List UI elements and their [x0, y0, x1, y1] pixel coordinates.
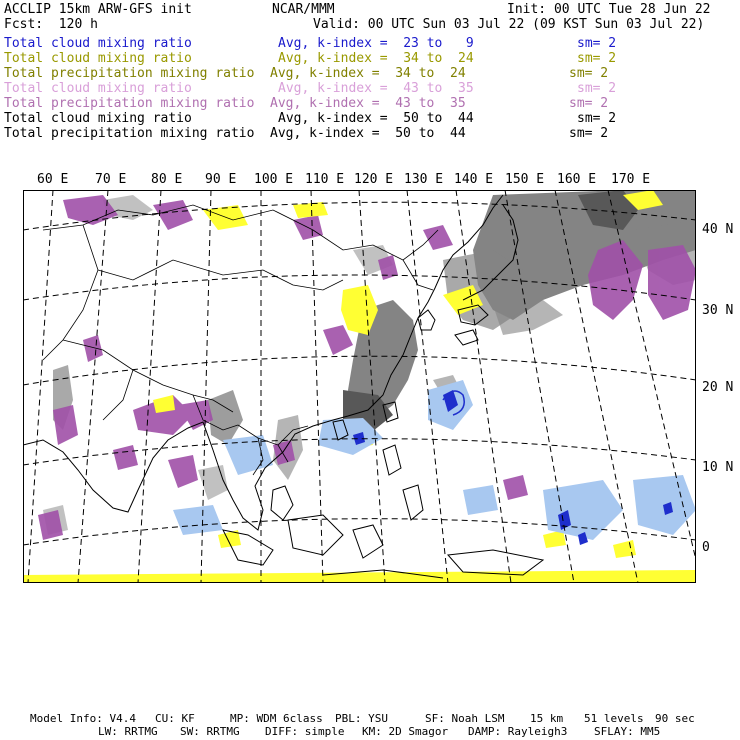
footer-sf: SF: Noah LSM — [425, 712, 505, 725]
footer-lw: LW: RRTMG — [98, 725, 158, 738]
lon-label-140e: 140 E — [454, 172, 494, 187]
legend-field-6: Total cloud mixing ratio — [4, 111, 192, 126]
map-panel — [23, 190, 696, 583]
footer-levels: 51 levels — [584, 712, 644, 725]
lon-label-130e: 130 E — [404, 172, 444, 187]
center-label: NCAR/MMM — [272, 2, 335, 17]
footer-timestep: 90 sec — [655, 712, 695, 725]
legend-sm-3: sm= 2 — [569, 66, 609, 81]
lon-label-60e: 60 E — [37, 172, 69, 187]
legend-avg-5: Avg, k-index = 43 to 35 — [270, 96, 466, 111]
legend-field-1: Total cloud mixing ratio — [4, 36, 192, 51]
lon-label-90e: 90 E — [205, 172, 237, 187]
footer-diff: DIFF: simple — [265, 725, 345, 738]
footer-km: KM: 2D Smagor — [362, 725, 449, 738]
lon-label-120e: 120 E — [354, 172, 394, 187]
footer-damp: DAMP: Rayleigh3 — [468, 725, 568, 738]
valid-time: Valid: 00 UTC Sun 03 Jul 22 (09 KST Sun 03 Jul 22) — [313, 17, 705, 32]
footer-pbl: PBL: YSU — [335, 712, 388, 725]
legend-field-3: Total precipitation mixing ratio — [4, 66, 255, 81]
footer-sw: SW: RRTMG — [180, 725, 240, 738]
footer-cu: CU: KF — [155, 712, 195, 725]
legend-field-2: Total cloud mixing ratio — [4, 51, 192, 66]
footer-mp: MP: WDM 6class — [230, 712, 323, 725]
legend-sm-5: sm= 2 — [569, 96, 609, 111]
lon-label-170e: 170 E — [611, 172, 651, 187]
lon-label-80e: 80 E — [151, 172, 183, 187]
legend-field-4: Total cloud mixing ratio — [4, 81, 192, 96]
footer-resolution: 15 km — [530, 712, 564, 725]
forecast-hour: Fcst: 120 h — [4, 17, 98, 32]
plot-title: ACCLIP 15km ARW-GFS init — [4, 2, 192, 17]
footer-sflay: SFLAY: MM5 — [594, 725, 661, 738]
lat-label-40n: 40 N — [702, 222, 734, 237]
lat-label-20n: 20 N — [702, 380, 734, 395]
lat-label-10n: 10 N — [702, 460, 734, 475]
legend-field-5: Total precipitation mixing ratio — [4, 96, 255, 111]
legend-sm-6: sm= 2 — [577, 111, 617, 126]
legend-avg-3: Avg, k-index = 34 to 24 — [270, 66, 466, 81]
legend-avg-2: Avg, k-index = 34 to 24 — [278, 51, 474, 66]
footer-model-info: Model Info: V4.4 — [30, 712, 136, 725]
lon-label-110e: 110 E — [305, 172, 345, 187]
legend-sm-1: sm= 2 — [577, 36, 617, 51]
legend-avg-4: Avg, k-index = 43 to 35 — [278, 81, 474, 96]
lon-label-100e: 100 E — [254, 172, 294, 187]
legend-field-7: Total precipitation mixing ratio — [4, 126, 255, 141]
lat-label-30n: 30 N — [702, 303, 734, 318]
legend-sm-7: sm= 2 — [569, 126, 609, 141]
lat-label-0: 0 — [702, 540, 710, 555]
lon-label-150e: 150 E — [505, 172, 545, 187]
legend-sm-2: sm= 2 — [577, 51, 617, 66]
legend-avg-6: Avg, k-index = 50 to 44 — [278, 111, 474, 126]
legend-avg-1: Avg, k-index = 23 to 9 — [278, 36, 474, 51]
lon-label-160e: 160 E — [557, 172, 597, 187]
lon-label-70e: 70 E — [95, 172, 127, 187]
init-time: Init: 00 UTC Tue 28 Jun 22 — [507, 2, 711, 17]
legend-avg-7: Avg, k-index = 50 to 44 — [270, 126, 466, 141]
legend-sm-4: sm= 2 — [577, 81, 617, 96]
